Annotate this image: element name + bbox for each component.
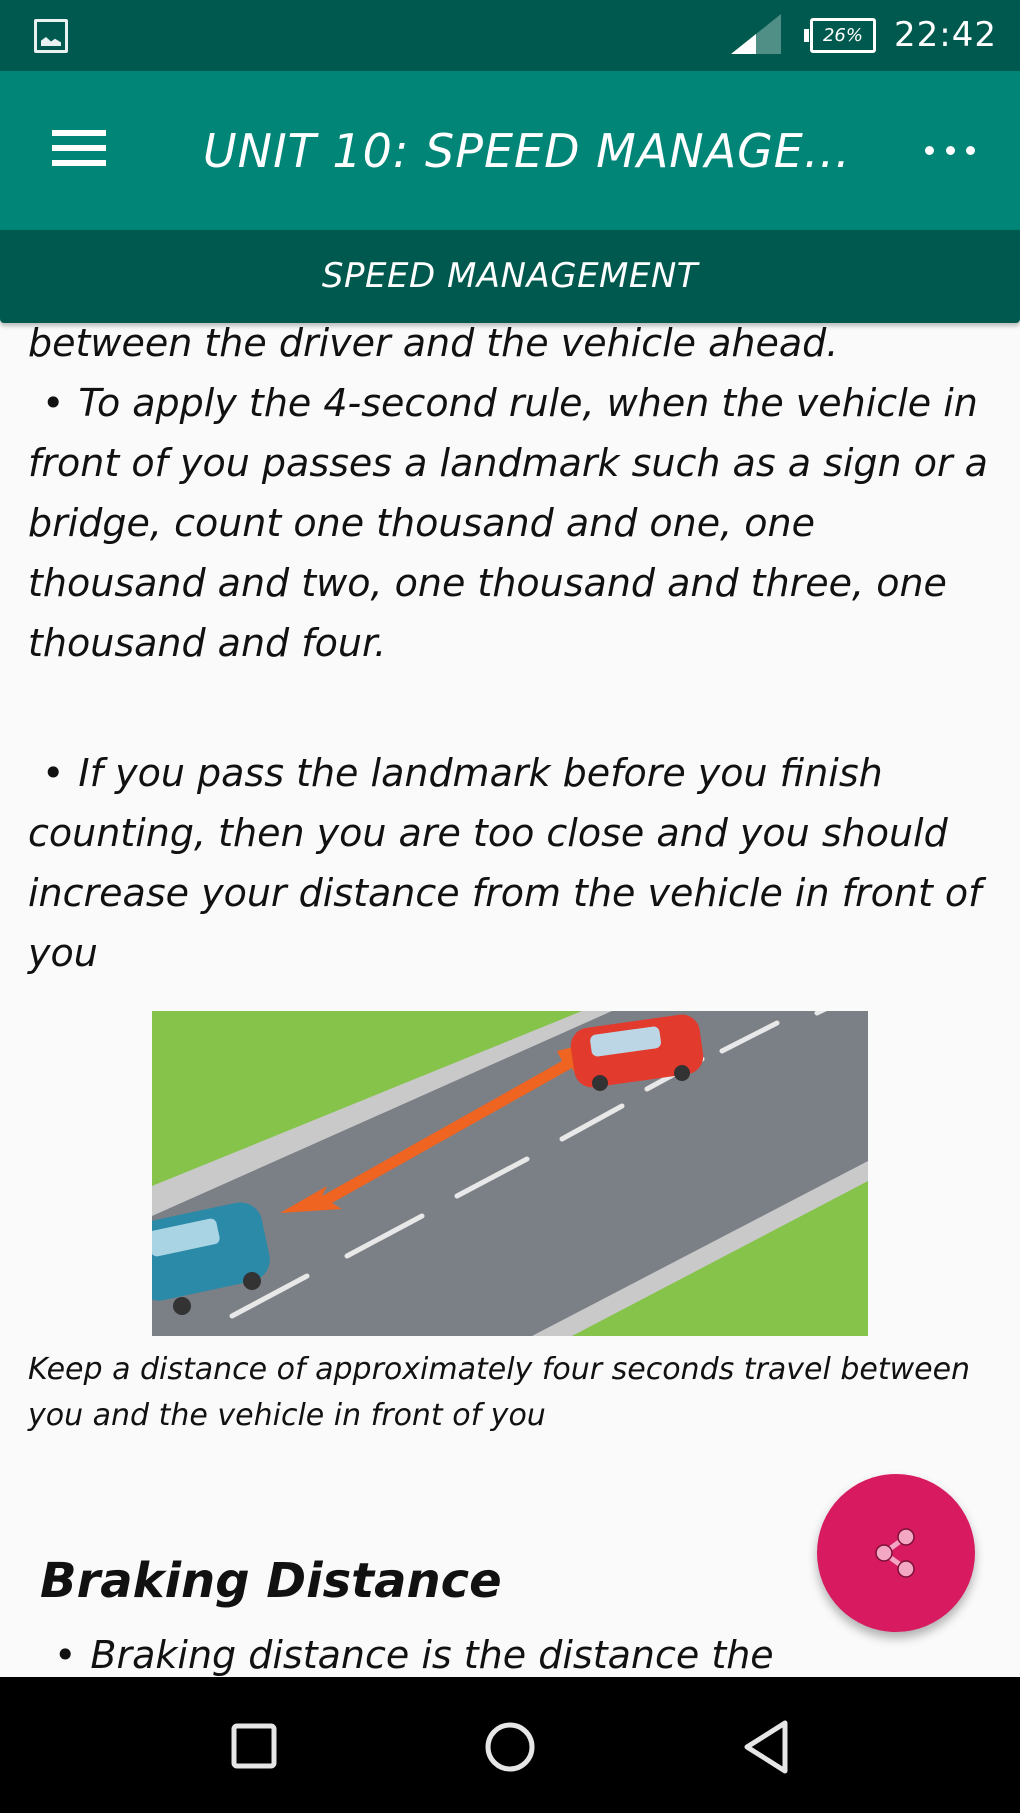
bullet-item [28,743,998,983]
paragraph: between the driver and the vehicle ahead. [28,323,839,365]
bullet-item [40,1625,1010,1677]
battery-percent: 26% [822,25,863,46]
battery-icon [810,18,876,53]
app-title: UNIT 10: SPEED MANAGE... [203,124,851,178]
more-options-icon[interactable] [925,137,975,163]
section-heading: Braking Distance [40,1553,502,1609]
bullet-text: If you pass the landmark before you finish counting, then you are too close and you should increase your distance from the vehicle in front of you [28,751,982,975]
app-bar [0,71,1020,230]
bullet-item [28,373,998,673]
cell-signal-icon [731,14,781,54]
status-bar [0,0,1020,71]
system-nav-bar [0,1677,1020,1813]
content-scroll-area[interactable] [0,323,1020,1677]
section-header [0,230,1020,323]
image-caption: Keep a distance of approximately four seconds travel between you and the vehicle in front of you [28,1352,971,1433]
bullet-text: Braking distance is the distance the [90,1633,774,1677]
section-title: SPEED MANAGEMENT [321,256,699,296]
back-triangle-icon[interactable] [735,1717,795,1777]
gallery-icon [34,19,68,53]
clock: 22:42 [894,15,997,55]
share-button[interactable] [817,1474,975,1632]
following-distance-illustration [152,1011,868,1336]
road-cars-illustration [152,1011,868,1336]
bullet-text: To apply the 4-second rule, when the vehicle in front of you passes a landmark such as a sign or a bridge, count one thousand and one, one thousand and two, one thousand and three, one thousand and four. [28,381,988,665]
hamburger-menu-icon[interactable] [52,130,106,170]
home-circle-icon[interactable] [480,1717,540,1777]
recents-square-icon[interactable] [225,1717,285,1777]
share-icon [866,1523,926,1583]
